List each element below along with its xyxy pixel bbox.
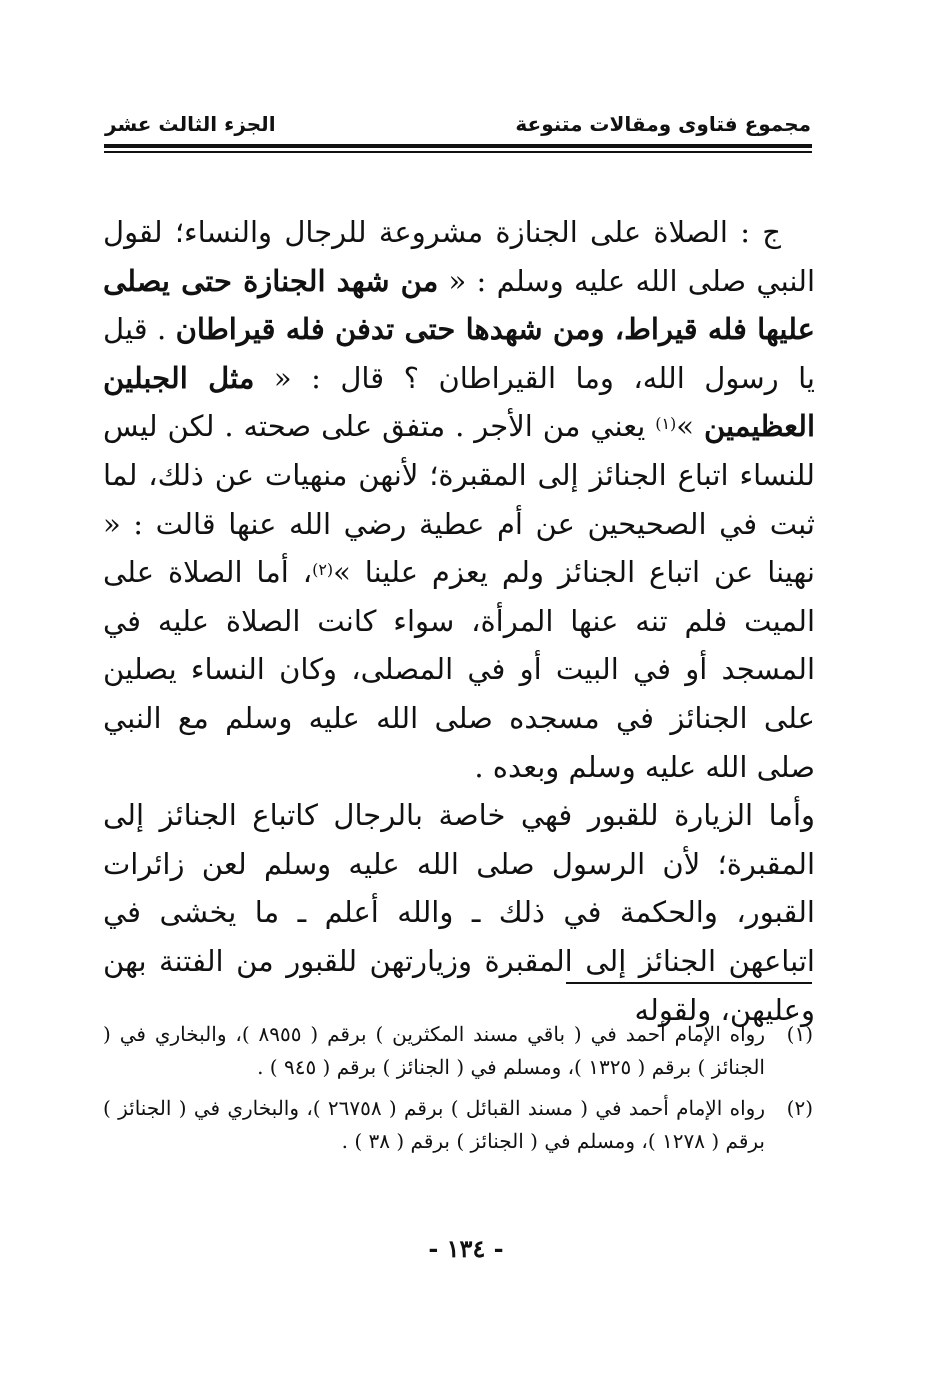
book-title: مجموع فتاوى ومقالات متنوعة <box>515 112 811 136</box>
answer-letter: ج : <box>740 215 781 249</box>
footnote <box>103 1092 813 1158</box>
header-rule-thick <box>104 144 812 148</box>
footnote-number: (٢) <box>786 1096 813 1120</box>
footnote-ref: (٢) <box>312 560 334 580</box>
hadith-text: مثل الجبلين العظيمين <box>103 360 815 444</box>
running-header <box>105 108 811 140</box>
body-segment: يعني من الأجر . متفق على صحته . لكن ليس للنساء اتباع الجنائز إلى المقبرة؛ لأنهن منهيات عن ذلك، لما ثبت في الصحيحين عن أم عطية رضي الله عنها قالت : « نهينا عن اتباع الجنائز ولم يعزم علينا » <box>103 409 815 590</box>
second-paragraph: وأما الزيارة للقبور فهي خاصة بالرجال كاتباع الجنائز إلى المقبرة؛ لأن الرسول صلى الله عليه وسلم لعن زائرات القبور، والحكمة في ذلك ـ والله أعلم ـ ما يخشى في اتباعهن الجنائز إلى المقبرة وزيارتهن للقبور من الفتنة بهن وعليهن، ولقوله <box>103 798 815 1027</box>
body-segment: » <box>676 409 704 444</box>
footnote-number: (١) <box>786 1022 813 1046</box>
header-rule-thin <box>104 151 812 153</box>
footnote-ref: (١) <box>655 414 677 434</box>
footnote-text: رواه الإمام أحمد في ( باقي مسند المكثرين ) برقم ( ٨٩٥٥ )، والبخاري في ( الجنائز ) برقم ( ١٣٢٥ )، ومسلم في ( الجنائز ) برقم ( ٩٤٥ ) . <box>103 1022 766 1079</box>
volume-label: الجزء الثالث عشر <box>105 112 276 136</box>
main-text <box>103 208 815 1034</box>
footnote-text: رواه الإمام أحمد في ( مسند القبائل ) برقم ( ٢٦٧٥٨ )، والبخاري في ( الجنائز ) برقم ( ١٢٧٨ )، ومسلم في ( الجنائز ) برقم ( ٣٨ ) . <box>103 1096 765 1153</box>
hadith-text: من شهد الجنازة حتى يصلى عليها فله قيراط، ومن شهدها حتى تدفن فله قيراطان <box>103 263 815 347</box>
body-segment: . قيل يا رسول الله، وما القيراطان ؟ قال : « <box>103 312 816 395</box>
footnotes <box>103 1018 813 1166</box>
footnote-separator <box>566 982 812 984</box>
body-segment: الصلاة على الجنازة مشروعة للرجال والنساء؛ لقول النبي صلى الله عليه وسلم : « <box>103 215 816 298</box>
answer-paragraph <box>103 208 815 791</box>
footnote <box>103 1018 813 1084</box>
body-segment: ، أما الصلاة على الميت فلم تنه عنها المرأة، سواء كانت الصلاة عليه في المسجد أو في البيت أو في المصلى، وكان النساء يصلين على الجنائز في مسجده صلى الله عليه وسلم مع النبي صلى الله عليه وسلم وبعده . <box>103 555 815 784</box>
page-number: - ١٣٤ - <box>428 1234 504 1263</box>
